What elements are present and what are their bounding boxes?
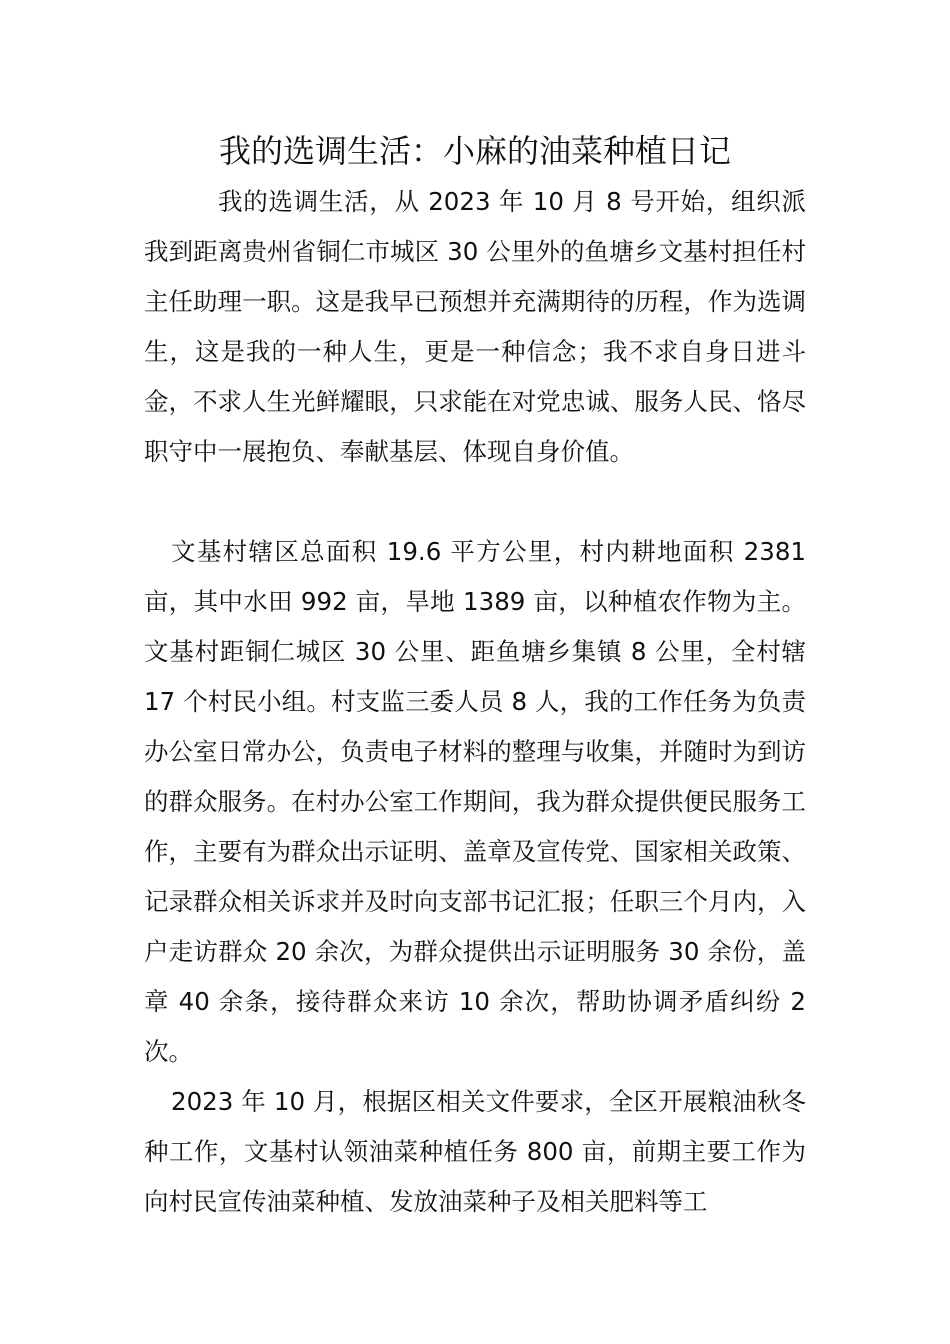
- paragraph-2: 文基村辖区总面积 19.6 平方公里，村内耕地面积 2381 亩，其中水田 992 亩，旱地 1389 亩，以种植农作物为主。文基村距铜仁城区 30 公里、距鱼塘乡集镇 8 公里，全村辖 17 个村民小组。村支监三委人员 8 人，我的工作任务为负责办公室日常办公，负责电子材料的整理与收集，并随时为到访的群众服务。在村办公室工作期间，我为群众提供便民服务工作，主要有为群众出示证明、盖章及宣传党、国家相关政策、记录群众相关诉求并及时向支部书记汇报；任职三个月内，入户走访群众 20 余次，为群众提供出示证明服务 30 余份，盖章 40 余条，接待群众来访 10 余次，帮助协调矛盾纠纷 2 次。: [144, 537, 806, 1066]
- paragraph-3: 2023 年 10 月，根据区相关文件要求，全区开展粮油秋冬种工作，文基村认领油菜种植任务 800 亩，前期主要工作为向村民宣传油菜种植、发放油菜种子及相关肥料等工: [144, 1087, 806, 1216]
- paragraph-1: 我的选调生活，从 2023 年 10 月 8 号开始，组织派我到距离贵州省铜仁市城区 30 公里外的鱼塘乡文基村担任村主任助理一职。这是我早已预想并充满期待的历程，作为选调生，这是我的一种人生，更是一种信念；我不求自身日进斗金，不求人生光鲜耀眼，只求能在对党忠诚、服务人民、恪尽职守中一展抱负、奉献基层、体现自身价值。: [144, 187, 806, 466]
- document-title: 我的选调生活：小麻的油菜种植日记: [218, 132, 731, 170]
